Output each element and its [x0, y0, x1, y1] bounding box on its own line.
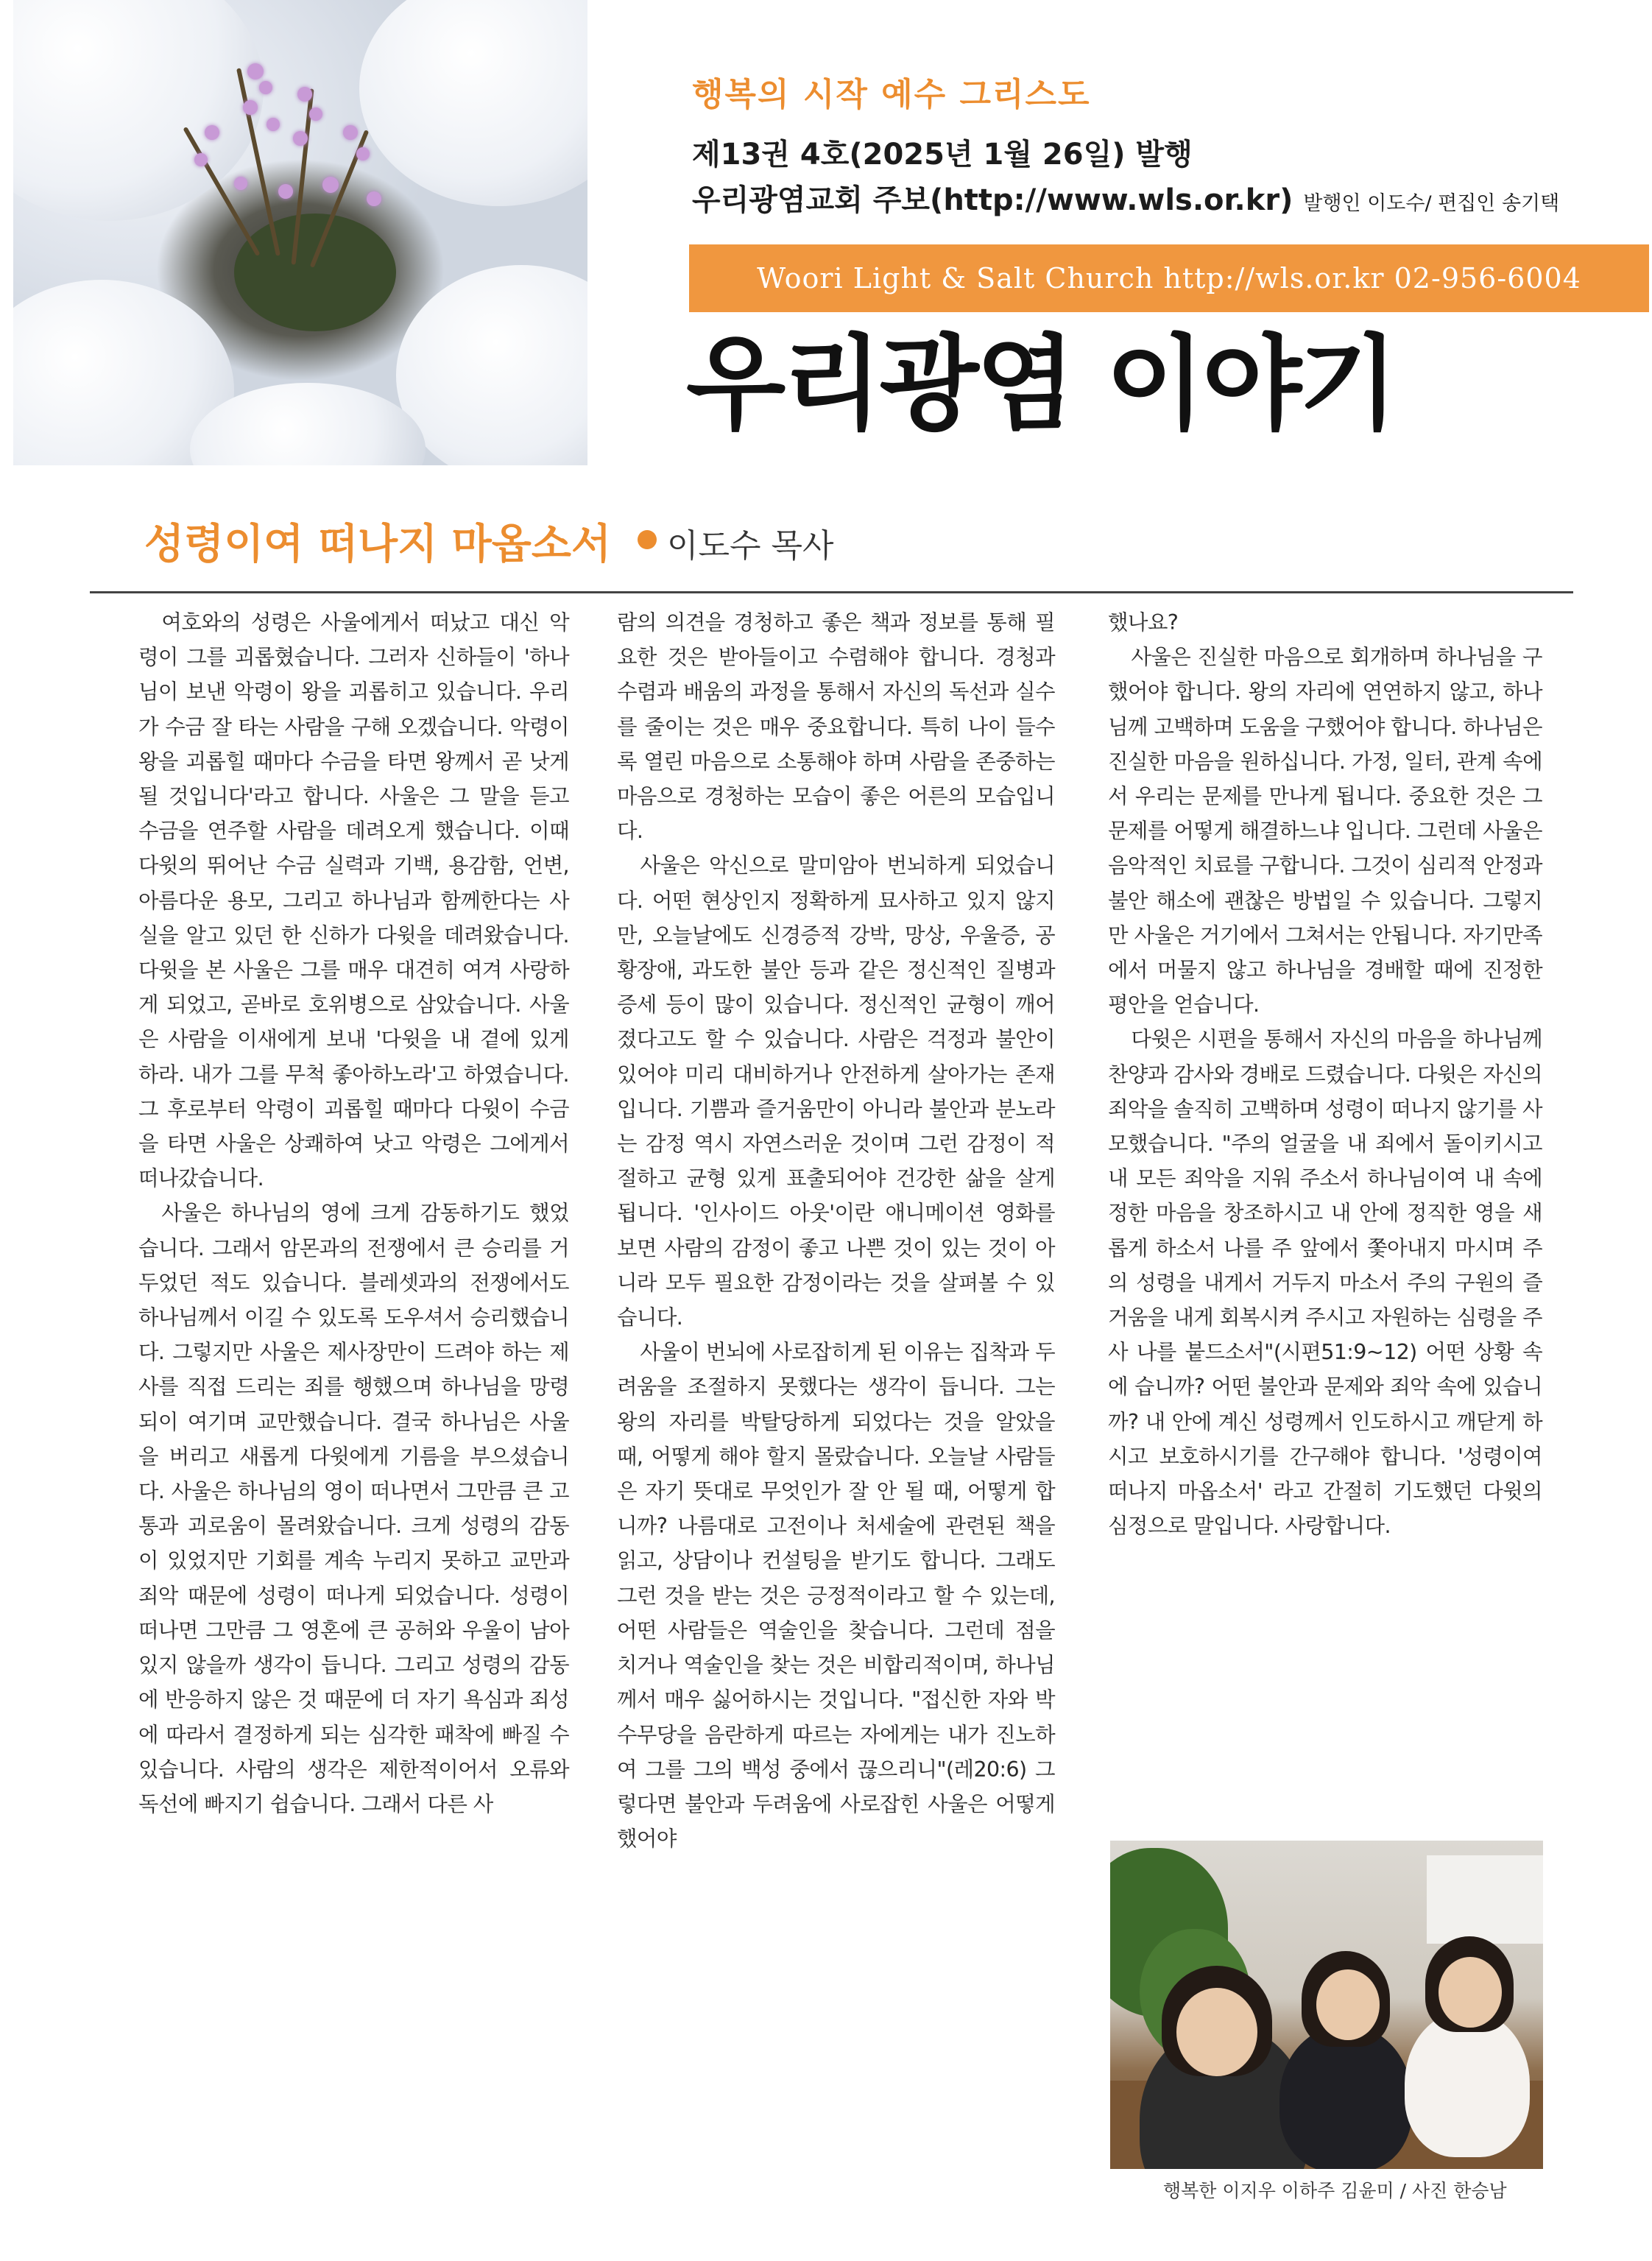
paragraph: 람의 의견을 경청하고 좋은 책과 정보를 통해 필요한 것은 받아들이고 수렴해야 합니다. 경청과 수렴과 배움의 과정을 통해서 자신의 독선과 실수를 줄이는 것은 매우 중요합니다. 특히 나이 들수록 열린 마음으로 소통해야 하며 사람을 존중하는 마음으로 경청하는 모습이 좋은 어른의 모습입니다. [617, 610, 1055, 844]
paragraph: 다윗은 시편을 통해서 자신의 마음을 하나님께 찬양과 감사와 경배로 드렸습니다. 다윗은 자신의 죄악을 솔직히 고백하며 성령이 떠나지 않기를 사모했습니다. "주의 얼굴을 내 죄에서 돌이키시고 내 모든 죄악을 지워 주소서 하나님이여 내 속에 정한 마음을 창조하시고 내 안에 정직한 영을 새롭게 하소서 나를 주 앞에서 쫓아내지 마시며 주의 성령을 내게서 거두지 마소서 주의 구원의 즐거움을 내게 회복시켜 주시고 자원하는 심령을 주사 나를 붙드소서"(시편51:9~12) 어떤 상황 속에 습니까? 어떤 불안과 문제와 죄악 속에 있습니까? 내 안에 계신 성령께서 인도하시고 깨닫게 하시고 보호하시기를 간구해야 합니다. '성령이여 떠나지 마옵소서' 라고 간절히 기도했던 다윗의 심정으로 말입니다. 사랑합니다. [1108, 1027, 1542, 1539]
newsletter-title: 우리광염 이야기 [686, 325, 1396, 445]
article-column-3 [1108, 605, 1542, 1543]
masthead-slogan: 행복의 시작 예수 그리스도 [692, 76, 1091, 113]
issue-info: 제13권 4호(2025년 1월 26일) 발행 [692, 138, 1193, 172]
publisher-editor: 발행인 이도수/ 편집인 송기택 [1303, 192, 1560, 215]
article-title: 성령이여 떠나지 마옵소서 [144, 521, 612, 568]
group-photo [1110, 1841, 1543, 2169]
hero-photo-heather-in-snow [13, 0, 587, 465]
church-url-line: 우리광염교회 주보(http://www.wls.or.kr) [692, 183, 1293, 217]
contact-band-text: Woori Light & Salt Church http://wls.or.kr 02-956-6004 [757, 262, 1581, 294]
paragraph: 사울이 번뇌에 사로잡히게 된 이유는 집착과 두려움을 조절하지 못했다는 생각이 듭니다. 그는 왕의 자리를 박탈당하게 되었다는 것을 알았을 때, 어떻게 해야 할지 몰랐습니다. 오늘날 사람들은 자기 뜻대로 무엇인가 잘 안 될 때, 어떻게 합니까? 나름대로 고전이나 처세술에 관련된 책을 읽고, 상담이나 컨설팅을 받기도 합니다. 그래도 그런 것을 받는 것은 긍정적이라고 할 수 있는데, 어떤 사람들은 역술인을 찾습니다. 그런데 점을 치거나 역술인을 찾는 것은 비합리적이며, 하나님께서 매우 싫어하시는 것입니다. "접신한 자와 박수무당을 음란하게 따르는 자에게는 내가 진노하여 그를 그의 백성 중에서 끊으리니"(레20:6) 그렇다면 불안과 두려움에 사로잡힌 사울은 어떻게 했어야 [617, 1340, 1055, 1852]
contact-band [689, 244, 1649, 312]
paragraph: 사울은 하나님의 영에 크게 감동하기도 했었습니다. 그래서 암몬과의 전쟁에서 큰 승리를 거두었던 적도 있습니다. 블레셋과의 전쟁에서도 하나님께서 이길 수 있도록 도우셔서 승리했습니다. 그렇지만 사울은 제사장만이 드려야 하는 제사를 직접 드리는 죄를 행했으며 하나님을 망령되이 여기며 교만했습니다. 결국 하나님은 사울을 버리고 새롭게 다윗에게 기름을 부으셨습니다. 사울은 하나님의 영이 떠나면서 그만큼 큰 고통과 괴로움이 몰려왔습니다. 크게 성령의 감동이 있었지만 기회를 계속 누리지 못하고 교만과 죄악 때문에 성령이 떠나게 되었습니다. 성령이 떠나면 그만큼 그 영혼에 큰 공허와 우울이 남아있지 않을까 생각이 듭니다. 그리고 성령의 감동에 반응하지 않은 것 때문에 더 자기 욕심과 죄성에 따라서 결정하게 되는 심각한 패착에 빠질 수 있습니다. 사람의 생각은 제한적이어서 오류와 독선에 빠지기 쉽습니다. 그래서 다른 사 [138, 1201, 569, 1816]
article-column-1 [138, 605, 569, 1821]
author-bullet-icon [638, 530, 657, 549]
article-author: 이도수 목사 [667, 527, 834, 565]
paragraph: 했나요? [1108, 610, 1179, 635]
paragraph: 사울은 진실한 마음으로 회개하며 하나님을 구했어야 합니다. 왕의 자리에 연연하지 않고, 하나님께 고백하며 도움을 구했어야 합니다. 하나님은 진실한 마음을 원하십니다. 가정, 일터, 관계 속에서 우리는 문제를 만나게 됩니다. 중요한 것은 그 문제를 어떻게 해결하느냐 입니다. 그런데 사울은 음악적인 치료를 구합니다. 그것이 심리적 안정과 불안 해소에 괜찮은 방법일 수 있습니다. 그렇지만 사울은 거기에서 그쳐서는 안됩니다. 자기만족에서 머물지 않고 하나님을 경배할 때에 진정한 평안을 얻습니다. [1108, 645, 1542, 1017]
photo-caption: 행복한 이지우 이하주 김윤미 / 사진 한승남 [1163, 2180, 1507, 2201]
church-info [692, 177, 1559, 219]
article-column-2 [617, 605, 1055, 1856]
paragraph: 사울은 악신으로 말미암아 번뇌하게 되었습니다. 어떤 현상인지 정확하게 묘사하고 있지 않지만, 오늘날에도 신경증적 강박, 망상, 우울증, 공황장애, 과도한 불안 등과 같은 정신적인 질병과 증세 등이 많이 있습니다. 정신적인 균형이 깨어졌다고도 할 수 있습니다. 사람은 걱정과 불안이 있어야 미리 대비하거나 안전하게 살아가는 존재입니다. 기쁨과 즐거움만이 아니라 불안과 분노라는 감정 역시 자연스러운 것이며 그런 감정이 적절하고 균형 있게 표출되어야 건강한 삶을 살게 됩니다. '인사이드 아웃'이란 애니메이션 영화를 보면 사람의 감정이 좋고 나쁜 것이 있는 것이 아니라 모두 필요한 감정이라는 것을 살펴볼 수 있습니다. [617, 853, 1055, 1330]
paragraph: 여호와의 성령은 사울에게서 떠났고 대신 악령이 그를 괴롭혔습니다. 그러자 신하들이 '하나님이 보낸 악령이 왕을 괴롭히고 있습니다. 우리가 수금 잘 타는 사람을 구해 오겠습니다. 악령이 왕을 괴롭힐 때마다 수금을 타면 왕께서 곧 낫게 될 것입니다'라고 합니다. 사울은 그 말을 듣고 수금을 연주할 사람을 데려오게 했습니다. 이때 다윗의 뛰어난 수금 실력과 기백, 용감함, 언변, 아름다운 용모, 그리고 하나님과 함께한다는 사실을 알고 있던 한 신하가 다윗을 데려왔습니다. 다윗을 본 사울은 그를 매우 대견히 여겨 사랑하게 되었고, 곧바로 호위병으로 삼았습니다. 사울은 사람을 이새에게 보내 '다윗을 내 곁에 있게 하라. 내가 그를 무척 좋아하노라'고 하였습니다. 그 후로부터 악령이 괴롭힐 때마다 다윗이 수금을 타면 사울은 상쾌하여 낫고 악령은 그에게서 떠나갔습니다. [138, 610, 569, 1191]
title-divider [90, 591, 1573, 593]
